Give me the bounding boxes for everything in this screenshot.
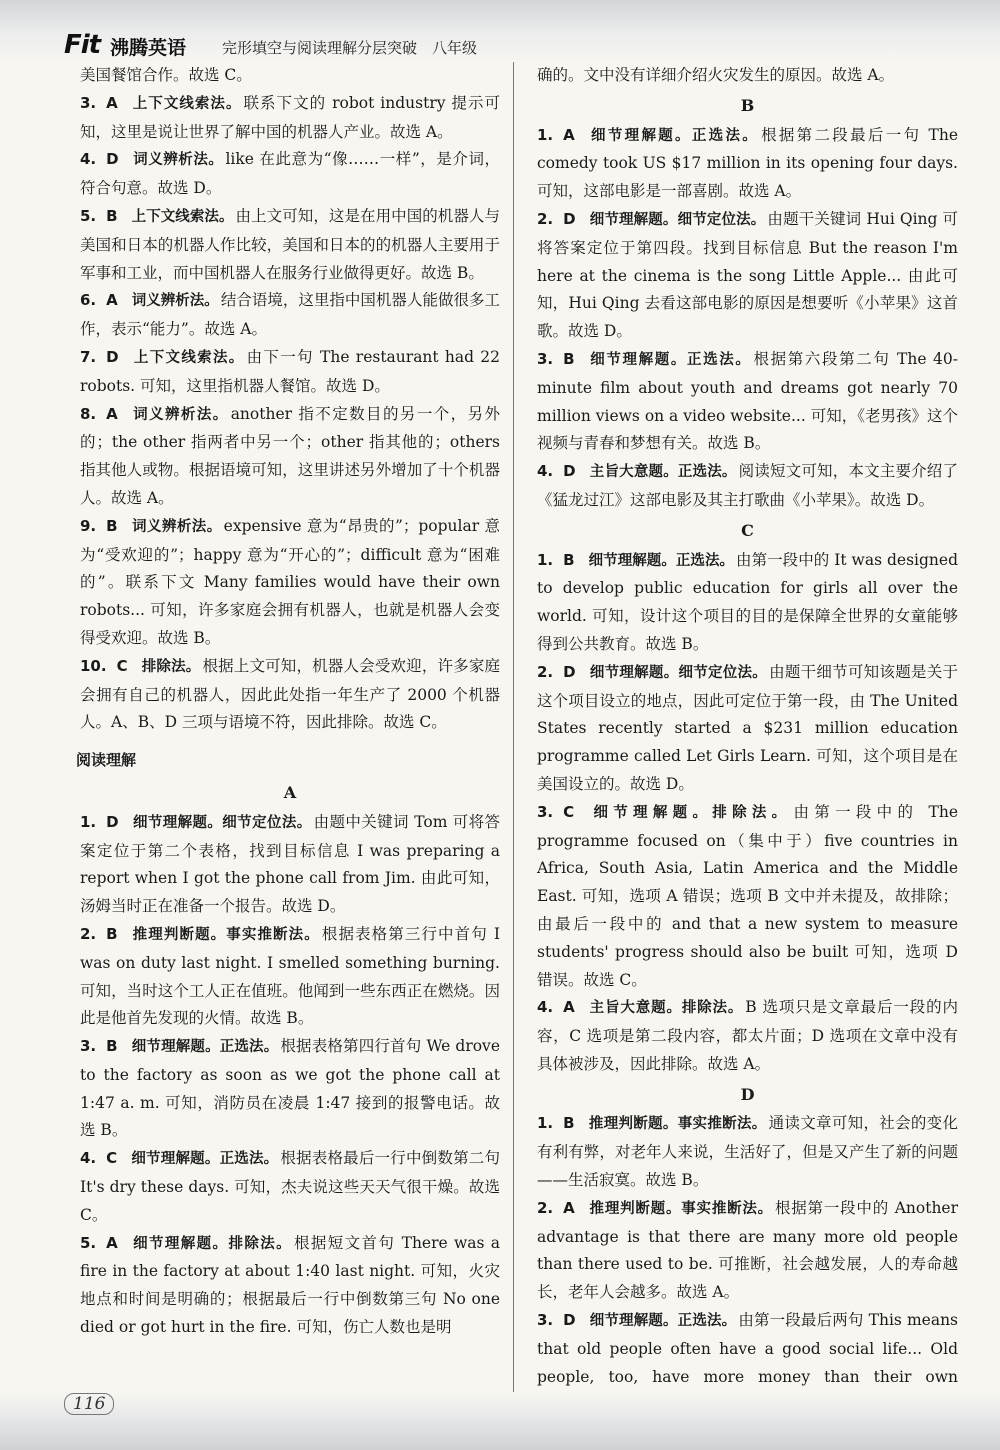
solving-method: 推理判断题。事实推断法。 <box>131 926 320 943</box>
answer-item <box>537 458 958 515</box>
question-number: 4. <box>80 1149 97 1168</box>
answer-letter: C <box>116 656 128 675</box>
answer-letter: B <box>106 924 118 943</box>
answer-item <box>80 921 500 1033</box>
answer-item <box>80 344 500 401</box>
question-number: 3. <box>80 93 97 112</box>
explanation-text: 根据表格第四行首句 We drove to the factory as soon as we got the phone call at 1:47 a. m. 可知，消防员在凌晨 1:47 接到的报警电话。故选 B。 <box>80 1037 500 1140</box>
answer-letter: B <box>106 516 118 535</box>
answer-letter: B <box>563 349 575 368</box>
question-number: 2. <box>80 924 97 943</box>
answer-item <box>537 994 958 1078</box>
answer-letter: C <box>106 1149 118 1168</box>
answer-item <box>80 653 500 737</box>
question-number: 2. <box>537 662 554 681</box>
subsection-letter: C <box>741 520 754 540</box>
answer-letter: A <box>106 93 118 112</box>
subsection-letter: A <box>283 782 297 802</box>
subsection-letter: D <box>740 1084 755 1104</box>
solving-method: 细节理解题。正选法。 <box>589 1313 737 1330</box>
answer-item <box>80 203 500 287</box>
brand-name: 沸腾英语 <box>110 37 187 59</box>
answer-letter: A <box>106 404 118 423</box>
question-number: 5. <box>80 206 97 225</box>
explanation-text: 由第一段最后两句 This means that old people often have a good social life... Old people, too, have more money than their own <box>537 1311 959 1386</box>
explanation-text: 联系下文的 robot industry 提示可知，这里是说让世界了解中国的机器人产业。故选 A。 <box>80 93 501 141</box>
explanation-text: expensive 意为“昂贵的”；popular 意为“受欢迎的”；happy 意为“开心的”；difficult 意为“困难的”。联系下文 Many families would have their own robots... 可知，许多家庭会拥有机器人，也就是机器人会变得受欢迎。故选 B。 <box>80 516 500 647</box>
question-number: 2. <box>537 1198 554 1217</box>
answer-item <box>80 1145 500 1229</box>
answer-item <box>80 146 500 203</box>
explanation-text: like 在此意为“像……一样”，是介词，符合句意。故选 D。 <box>80 150 501 198</box>
reading-answer-list-a <box>80 809 500 1342</box>
solving-method: 词义辨析法。 <box>131 406 229 423</box>
explanation-text: 由第一段中的 The programme focused on（集中于）five countries in Africa, South Asia, Latin America and the Middle East. 可知，选项 A 错误；选项 B 文中并未提及，故排除；由最后一段中的 and that a new system to measure students' progress should also be built 可知，选项 D 错误。故选 C。 <box>537 802 958 989</box>
question-number: 1. <box>537 1114 554 1133</box>
reading-answer-list-d <box>537 1110 958 1419</box>
solving-method: 细节理解题。正选法。 <box>131 1039 279 1056</box>
question-number: 4. <box>537 998 554 1017</box>
left-column <box>76 62 501 1342</box>
subsection-letter: B <box>740 95 755 115</box>
answer-letter: B <box>106 1037 118 1056</box>
answer-item <box>80 287 500 344</box>
column-divider <box>513 62 514 1392</box>
book-subtitle: 完形填空与阅读理解分层突破 八年级 <box>222 39 478 57</box>
explanation-text: 根据第二段最后一句 The comedy took US $17 million in its opening four days. 可知，这部电影是一部喜剧。故选 A。 <box>537 125 959 201</box>
explanation-text: 根据上文可知，机器人会受欢迎，许多家庭会拥有自己的机器人，因此此处指一年生产了 2000 个机器人。A、B、D 三项与语境不符，因此排除。故选 C。 <box>80 656 500 732</box>
explanation-text: 根据第一段中的 Another advantage is that there are many more old people than there used to be. 可推断，社会越发展，人的寿命越长，老年人会越多。故选 A。 <box>537 1198 959 1302</box>
solving-method: 细节理解题。正选法。 <box>588 552 735 569</box>
solving-method: 细节理解题。正选法。 <box>588 351 752 368</box>
solving-method: 细节理解题。排除法。 <box>131 1235 292 1252</box>
question-number: 1. <box>80 812 97 831</box>
answer-item <box>80 809 500 921</box>
answer-item <box>80 1033 500 1145</box>
explanation-text: 由下一句 The restaurant had 22 robots. 可知，这里指机器人餐馆。故选 D。 <box>80 347 500 395</box>
answer-letter: A <box>563 998 575 1017</box>
continuation-text: 美国餐馆合作。故选 C。 <box>80 66 252 84</box>
solving-method: 推理判断题。事实推断法。 <box>588 1116 767 1133</box>
question-number: 2. <box>537 209 554 228</box>
answer-letter: D <box>106 347 119 366</box>
cloze-answer-list <box>80 90 500 737</box>
solving-method: 排除法。 <box>141 658 201 675</box>
explanation-text: 根据表格最后一行中倒数第二句 It's dry these days. 可知，杰夫说这些天天气很干燥。故选 C。 <box>80 1149 500 1224</box>
answer-letter: B <box>563 550 575 569</box>
answer-letter: D <box>563 462 576 481</box>
section-title: 阅读理解 <box>76 751 137 770</box>
explanation-text: another 指不定数目的另一个，另外的；the other 指两者中另一个；other 指其他的；others 指其他人或物。根据语境可知，这里讲述另外增加了十个机器人。故选 A。 <box>80 404 500 507</box>
reading-answer-list-b <box>537 122 958 515</box>
explanation-text: 由第一段中的 It was designed to develop public education for girls all over the world. 可知，设计这个项目的目的是保障全世界的女童能够得到公共教育。故选 B。 <box>537 550 958 653</box>
question-number: 4. <box>537 462 554 481</box>
answer-letter: B <box>106 206 118 225</box>
answer-item <box>537 659 958 799</box>
book-logo: Fit <box>64 30 101 60</box>
question-number: 7. <box>80 347 97 366</box>
answer-item <box>80 90 500 147</box>
explanation-text: 根据第六段第二句 The 40-minute film about youth and dreams got nearly 70 million views on a video website... 可知，《老男孩》这个视频与青春和梦想有关。故选 B。 <box>537 349 959 453</box>
answer-letter: A <box>106 1233 118 1252</box>
answer-letter: B <box>563 1114 575 1133</box>
question-number: 8. <box>80 404 97 423</box>
solving-method: 细节理解题。正选法。 <box>588 127 760 144</box>
question-number: 3. <box>537 349 554 368</box>
explanation-text: 由上文可知，这是在用中国的机器人与美国和日本的机器人作比较，美国和日本的的机器人主要用于军事和工业，而中国机器人在服务行业做得更好。故选 B。 <box>80 206 500 282</box>
answer-letter: A <box>563 125 575 144</box>
solving-method: 词义辨析法。 <box>131 518 222 535</box>
answer-letter: D <box>106 812 119 831</box>
solving-method: 细节理解题。正选法。 <box>131 1151 279 1168</box>
answer-letter: D <box>106 150 119 169</box>
question-number: 10. <box>80 656 107 675</box>
question-number: 3. <box>537 1311 554 1330</box>
answer-letter: C <box>563 802 575 821</box>
answer-letter: D <box>563 662 576 681</box>
answer-item <box>537 122 958 206</box>
right-column <box>537 62 958 1419</box>
solving-method: 词义辨析法。 <box>132 152 224 169</box>
solving-method: 上下文线索法。 <box>131 95 242 112</box>
explanation-text: B 选项只是文章最后一段的内容，C 选项是第二段内容，都太片面；D 选项在文章中没有具体被涉及，因此排除。故选 A。 <box>537 998 958 1073</box>
answer-item <box>80 513 500 653</box>
explanation-text: 由题中关键词 Tom 可将答案定位于第二个表格，找到目标信息 I was preparing a report when I got the phone call from Jim. 由此可知，汤姆当时正在准备一个报告。故选 D。 <box>80 812 500 916</box>
solving-method: 上下文线索法。 <box>131 208 234 225</box>
question-number: 3. <box>80 1037 97 1056</box>
question-number: 5. <box>80 1233 97 1252</box>
explanation-text: 通读文章可知，社会的变化有利有弊，对老年人来说，生活好了，但是又产生了新的问题——生活寂寞。故选 B。 <box>537 1114 958 1190</box>
answer-item <box>80 1230 500 1342</box>
reading-answer-list-c <box>537 547 958 1079</box>
explanation-text: 结合语境，这里指中国机器人能做很多工作，表示“能力”。故选 A。 <box>80 291 500 339</box>
question-number: 1. <box>537 550 554 569</box>
answer-letter: A <box>563 1198 575 1217</box>
answer-letter: A <box>106 291 118 310</box>
solving-method: 细节理解题。细节定位法。 <box>132 814 312 831</box>
question-number: 3. <box>537 802 554 821</box>
answer-letter: D <box>563 1311 576 1330</box>
explanation-text: 根据表格第三行中首句 I was on duty last night. I smelled something burning. 可知，当时这个工人正在值班。他闻到一些东西正在燃烧。因此是他首先发现的火情。故选 B。 <box>80 924 500 1028</box>
explanation-text: 阅读短文可知，本文主要介绍了《猛龙过江》这部电影及其主打歌曲《小苹果》。故选 D。 <box>537 462 958 509</box>
page-number: 116 <box>64 1393 114 1415</box>
answer-item <box>537 1110 958 1194</box>
explanation-text: 由题干细节可知该题是关于这个项目设立的地点，因此可定位于第一段，由 The United States recently started a $231 million education programme called Let Girls Learn. 可知，这个项目是在美国设立的。故选 D。 <box>537 662 958 793</box>
answer-item <box>537 346 958 458</box>
explanation-text: 由题干关键词 Hui Qing 可将答案定位于第四段。找到目标信息 But the reason I'm here at the cinema is the song Little Apple... 由此可知，Hui Qing 去看这部电影的原因是想要听《小苹果》这首歌。故选 D。 <box>537 209 958 341</box>
question-number: 9. <box>80 516 97 535</box>
explanation-text: 根据短文首句 There was a fire in the factory at about 1:40 last night. 可知，火灾地点和时间是明确的；根据最后一行中倒数第三句 No one died or got hurt in the fire. 可知，伤亡人数也是明 <box>80 1233 501 1337</box>
footer-band <box>0 1392 1000 1450</box>
continuation-text: 确的。文中没有详细介绍火灾发生的原因。故选 A。 <box>537 66 895 84</box>
solving-method: 主旨大意题。正选法。 <box>589 464 737 481</box>
answer-item <box>80 401 500 513</box>
solving-method: 细节理解题。排除法。 <box>588 804 792 821</box>
answer-item <box>537 206 958 346</box>
solving-method: 细节理解题。细节定位法。 <box>589 211 766 228</box>
answer-item <box>537 1195 958 1307</box>
solving-method: 推理判断题。事实推断法。 <box>588 1200 773 1217</box>
question-number: 1. <box>537 125 554 144</box>
answer-letter: D <box>563 209 576 228</box>
question-number: 6. <box>80 291 97 310</box>
answer-item <box>537 799 958 995</box>
answer-item <box>537 547 958 659</box>
solving-method: 词义辨析法。 <box>131 293 219 310</box>
question-number: 4. <box>80 150 97 169</box>
solving-method: 细节理解题。细节定位法。 <box>589 664 768 681</box>
solving-method: 上下文线索法。 <box>132 349 245 366</box>
solving-method: 主旨大意题。排除法。 <box>588 1000 744 1017</box>
